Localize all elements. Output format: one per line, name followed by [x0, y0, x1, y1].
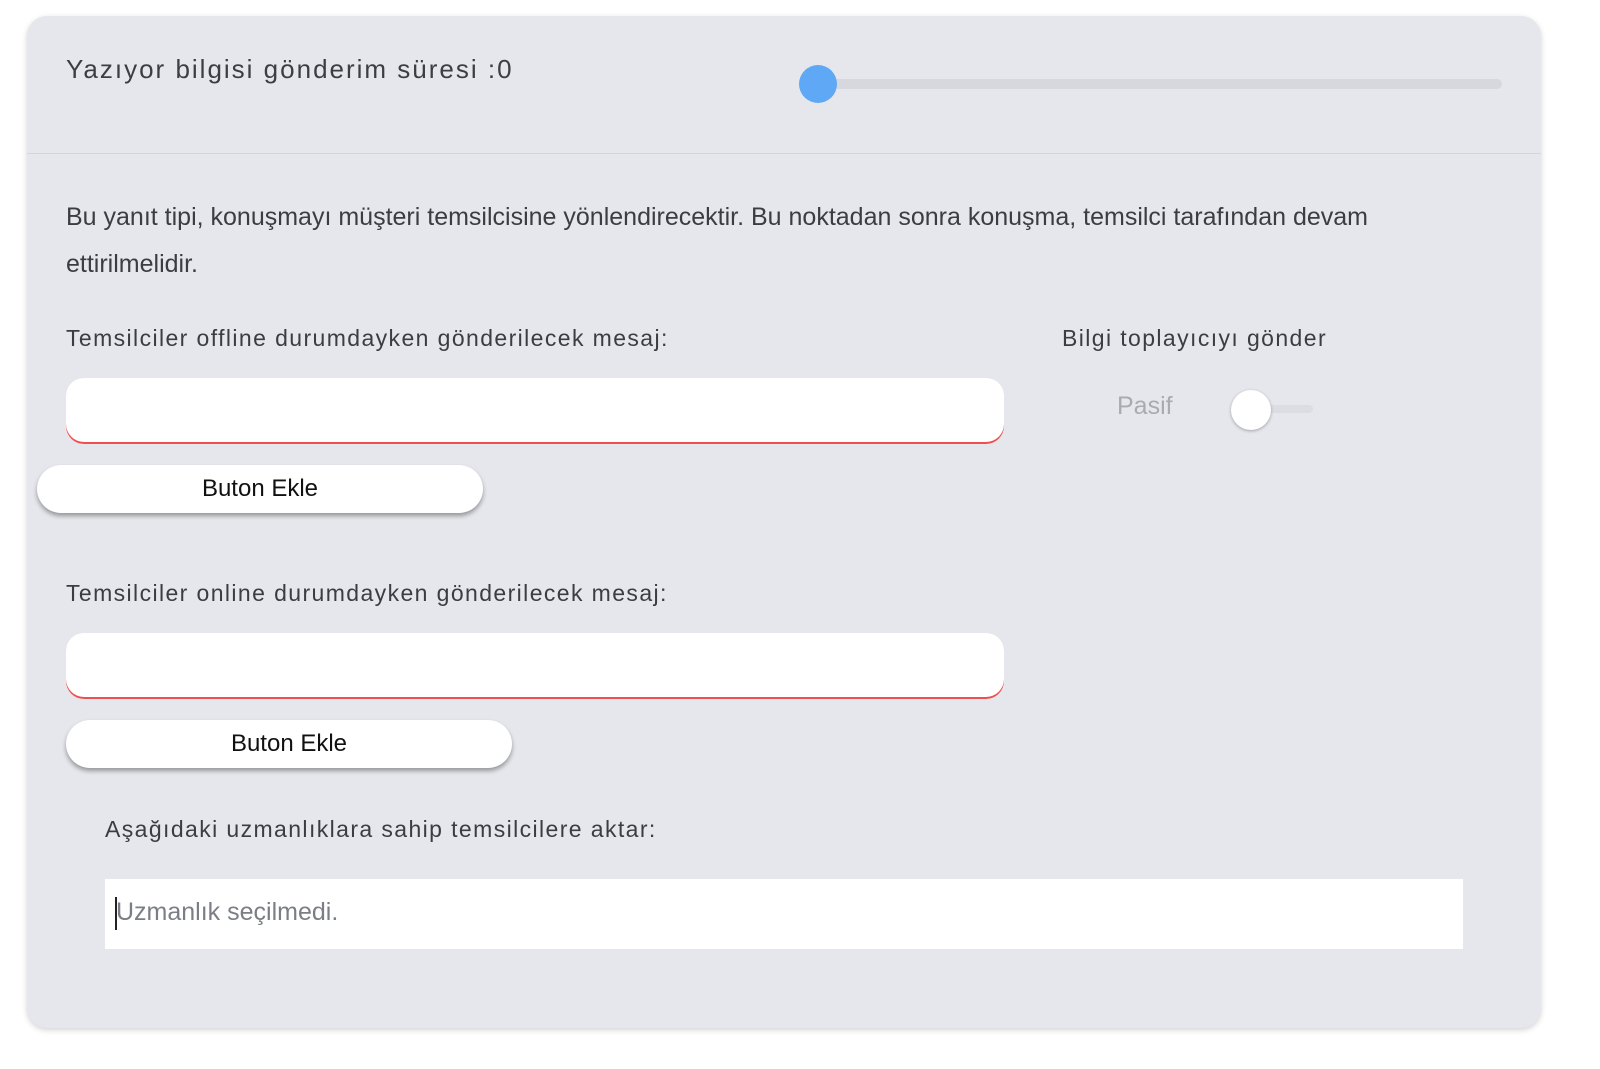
response-type-description: Bu yanıt tipi, konuşmayı müşteri temsilcisine yönlendirecektir. Bu noktadan sonra konuşma, temsilci tarafından devam ettirilmelidir. [66, 203, 1369, 278]
info-collector-toggle[interactable] [1231, 388, 1313, 432]
online-message-input[interactable] [66, 633, 1004, 699]
info-collector-label: Bilgi toplayıcıyı gönder [1062, 325, 1328, 351]
toggle-knob[interactable] [1231, 390, 1271, 430]
expertise-select[interactable] [105, 879, 1463, 949]
offline-add-button[interactable]: Buton Ekle [37, 465, 483, 513]
settings-panel [27, 16, 1541, 1028]
offline-message-input[interactable] [66, 378, 1004, 444]
online-message-label: Temsilciler online durumdayken gönderilecek mesaj: [66, 580, 668, 606]
typing-delay-label: Yazıyor bilgisi gönderim süresi :0 [66, 54, 514, 84]
typing-delay-slider[interactable] [800, 62, 1502, 106]
offline-message-label: Temsilciler offline durumdayken gönderilecek mesaj: [66, 325, 669, 351]
expertise-label: Aşağıdaki uzmanlıklara sahip temsilcilere aktar: [105, 816, 657, 842]
typing-delay-section [27, 16, 1541, 154]
slider-track[interactable] [818, 79, 1502, 89]
online-add-button[interactable]: Buton Ekle [66, 720, 512, 768]
info-collector-state-label: Pasif [1117, 392, 1173, 420]
slider-thumb[interactable] [799, 65, 837, 103]
expertise-placeholder: Uzmanlık seçilmedi. [116, 898, 339, 926]
